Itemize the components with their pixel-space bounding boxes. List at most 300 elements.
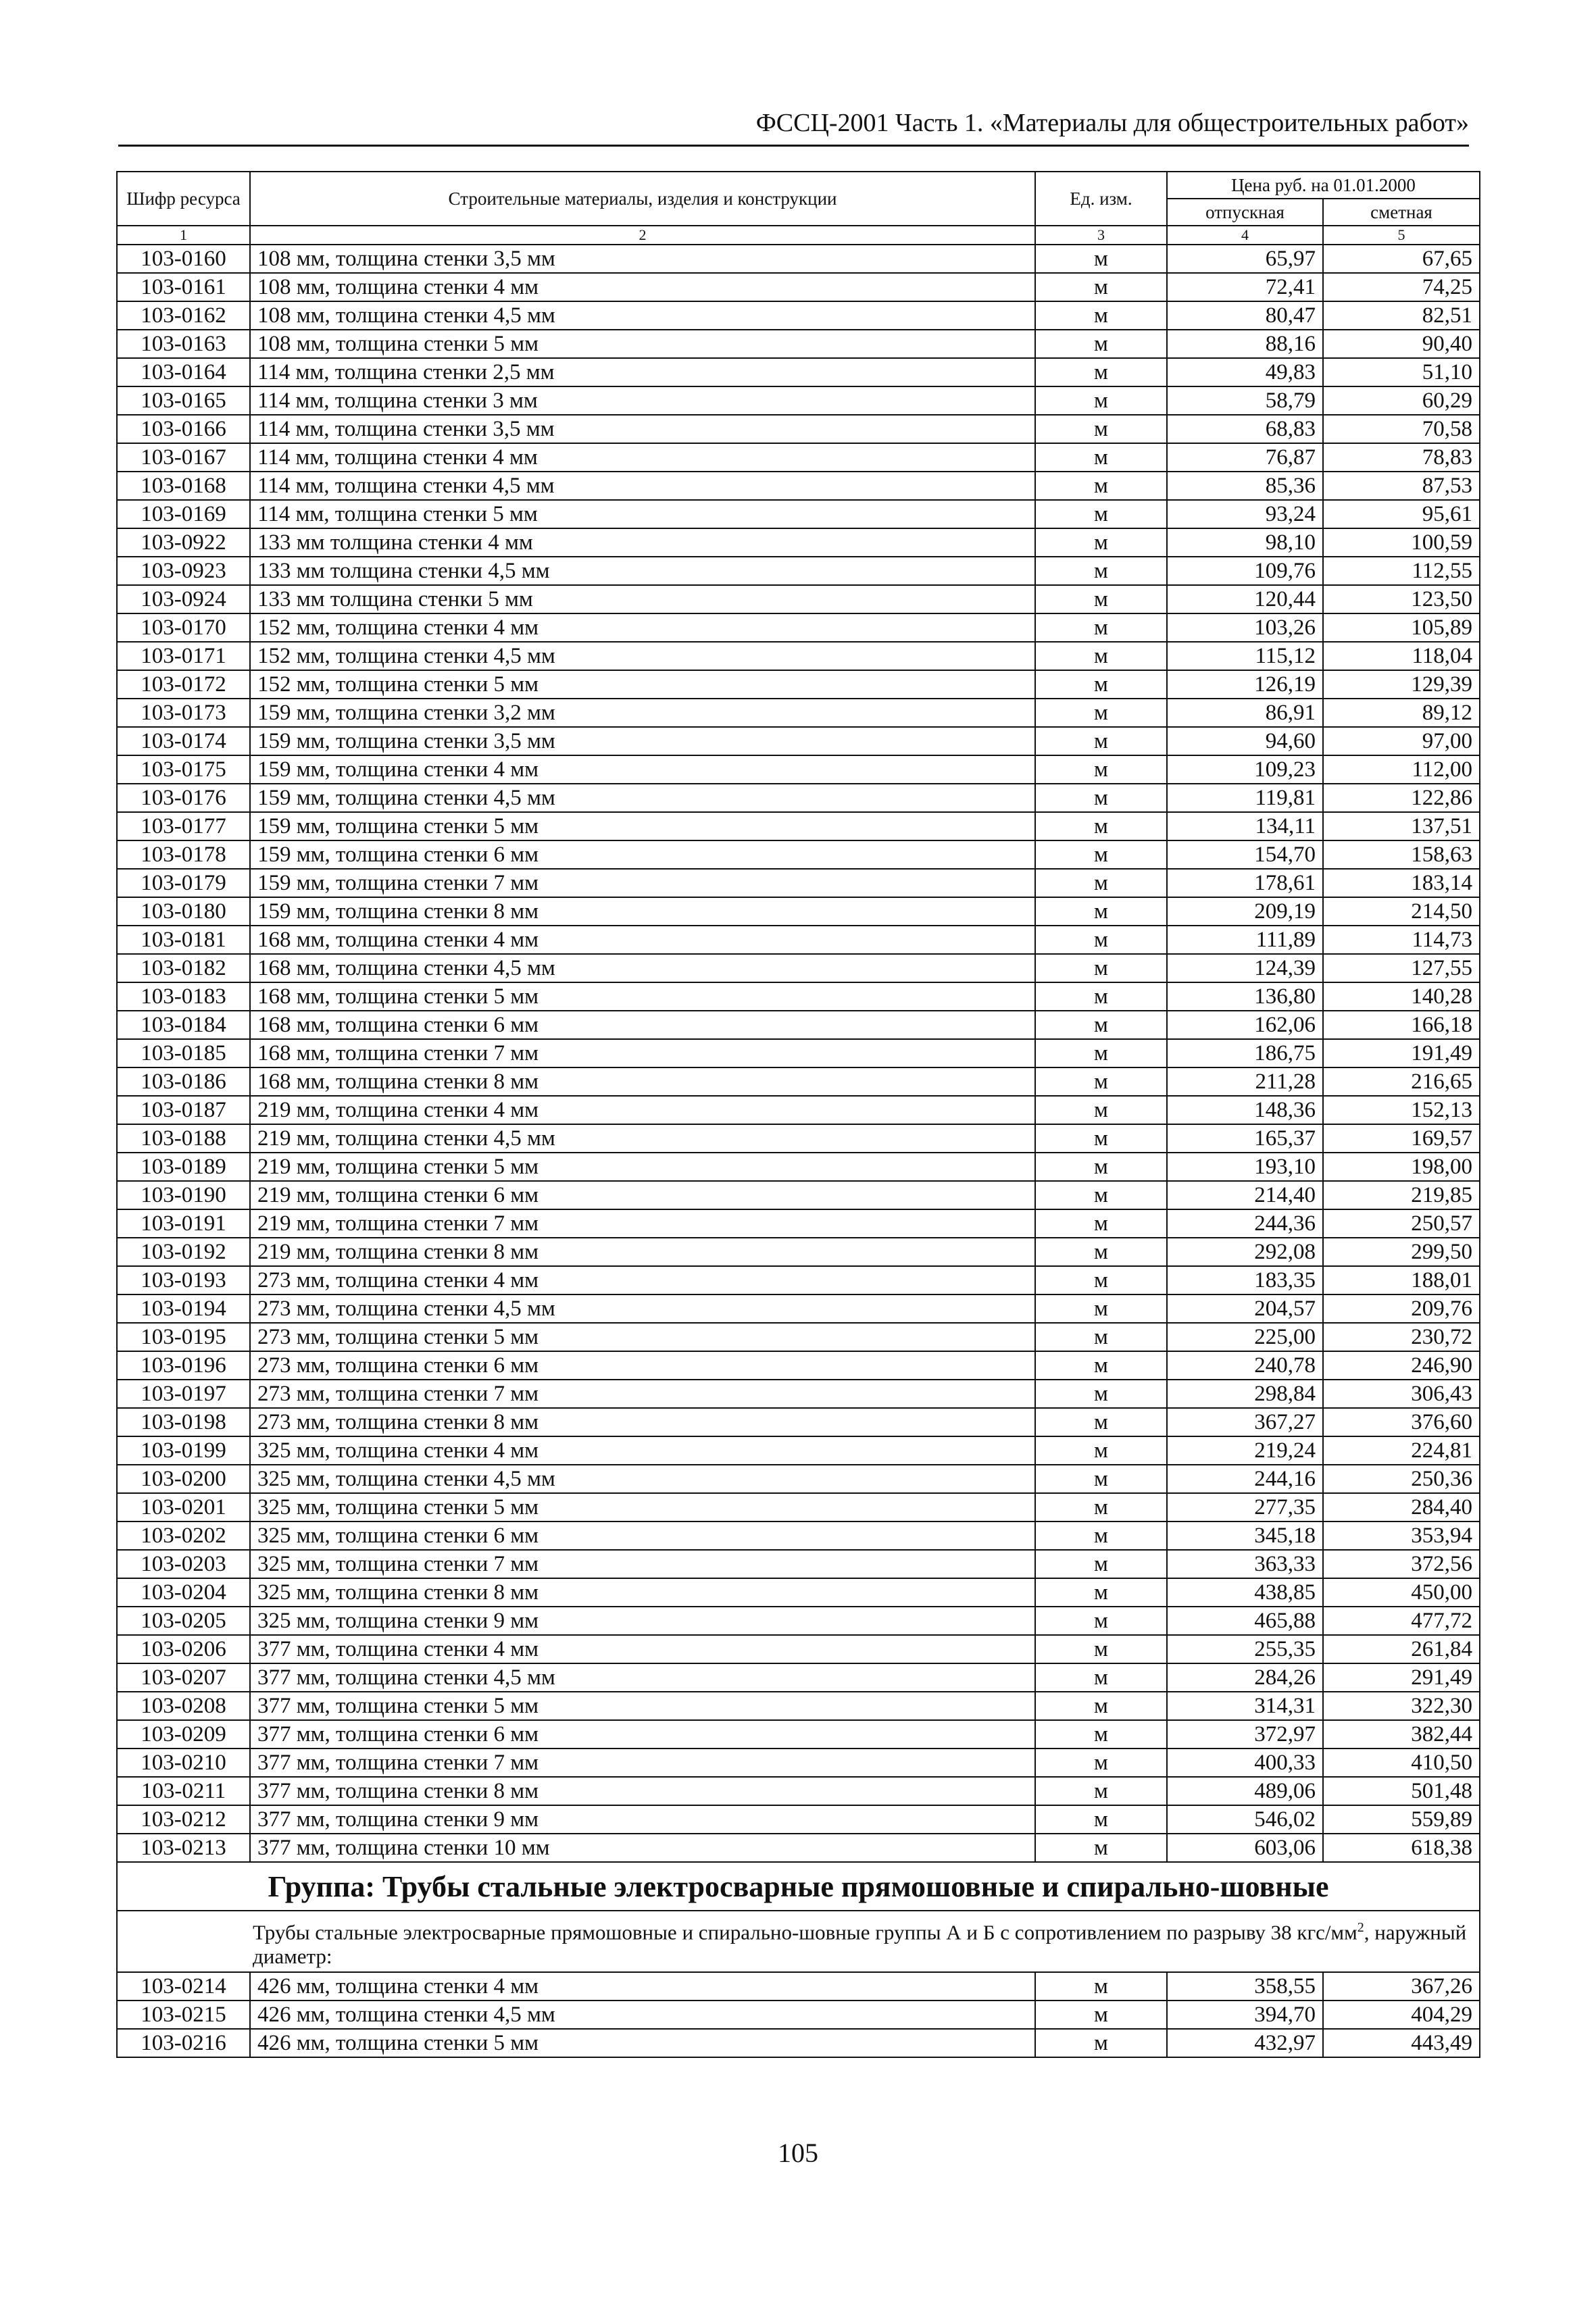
estimate-price-cell: 209,76 bbox=[1323, 1294, 1480, 1323]
release-price-cell: 298,84 bbox=[1167, 1380, 1323, 1408]
unit-cell: м bbox=[1035, 1153, 1167, 1181]
material-name-cell: 114 мм, толщина стенки 3 мм bbox=[250, 386, 1035, 415]
material-name-cell: 325 мм, толщина стенки 9 мм bbox=[250, 1607, 1035, 1635]
estimate-price-cell: 224,81 bbox=[1323, 1436, 1480, 1465]
resource-code-cell: 103-0162 bbox=[117, 301, 250, 330]
release-price-cell: 244,16 bbox=[1167, 1465, 1323, 1493]
unit-cell: м bbox=[1035, 557, 1167, 585]
resource-code-cell: 103-0174 bbox=[117, 727, 250, 755]
material-name-cell: 273 мм, толщина стенки 4 мм bbox=[250, 1266, 1035, 1294]
estimate-price-cell: 82,51 bbox=[1323, 301, 1480, 330]
estimate-price-cell: 100,59 bbox=[1323, 528, 1480, 557]
resource-code-cell: 103-0210 bbox=[117, 1749, 250, 1777]
table-row bbox=[117, 1834, 1480, 1862]
resource-code-cell: 103-0924 bbox=[117, 585, 250, 613]
header-rule bbox=[118, 145, 1469, 147]
material-name-cell: 426 мм, толщина стенки 4 мм bbox=[250, 1972, 1035, 2001]
material-name-cell: 114 мм, толщина стенки 3,5 мм bbox=[250, 415, 1035, 443]
unit-cell: м bbox=[1035, 585, 1167, 613]
release-price-cell: 394,70 bbox=[1167, 2001, 1323, 2029]
material-name-cell: 159 мм, толщина стенки 8 мм bbox=[250, 897, 1035, 926]
unit-cell: м bbox=[1035, 1436, 1167, 1465]
table-row bbox=[117, 1096, 1480, 1124]
material-name-cell: 152 мм, толщина стенки 4 мм bbox=[250, 613, 1035, 642]
material-name-cell: 377 мм, толщина стенки 8 мм bbox=[250, 1777, 1035, 1805]
resource-code-cell: 103-0204 bbox=[117, 1578, 250, 1607]
unit-cell: м bbox=[1035, 1266, 1167, 1294]
material-name-cell: 273 мм, толщина стенки 5 мм bbox=[250, 1323, 1035, 1351]
unit-cell: м bbox=[1035, 1294, 1167, 1323]
release-price-cell: 314,31 bbox=[1167, 1692, 1323, 1720]
column-number: 5 bbox=[1323, 226, 1480, 245]
unit-cell: м bbox=[1035, 358, 1167, 386]
material-name-cell: 219 мм, толщина стенки 4 мм bbox=[250, 1096, 1035, 1124]
table-row bbox=[117, 982, 1480, 1011]
table-row bbox=[117, 1635, 1480, 1663]
group-title: Группа: Трубы стальные электросварные прямошовные и спирально-шовные bbox=[117, 1862, 1480, 1911]
table-row bbox=[117, 1607, 1480, 1635]
material-name-cell: 377 мм, толщина стенки 7 мм bbox=[250, 1749, 1035, 1777]
estimate-price-cell: 219,85 bbox=[1323, 1181, 1480, 1209]
resource-code-cell: 103-0199 bbox=[117, 1436, 250, 1465]
estimate-price-cell: 284,40 bbox=[1323, 1493, 1480, 1521]
estimate-price-cell: 112,55 bbox=[1323, 557, 1480, 585]
release-price-cell: 225,00 bbox=[1167, 1323, 1323, 1351]
resource-code-cell: 103-0191 bbox=[117, 1209, 250, 1238]
table-row bbox=[117, 1181, 1480, 1209]
material-name-cell: 325 мм, толщина стенки 6 мм bbox=[250, 1521, 1035, 1550]
estimate-price-cell: 198,00 bbox=[1323, 1153, 1480, 1181]
material-name-cell: 168 мм, толщина стенки 5 мм bbox=[250, 982, 1035, 1011]
estimate-price-cell: 67,65 bbox=[1323, 245, 1480, 273]
resource-code-cell: 103-0196 bbox=[117, 1351, 250, 1380]
material-name-cell: 168 мм, толщина стенки 8 мм bbox=[250, 1067, 1035, 1096]
release-price-cell: 162,06 bbox=[1167, 1011, 1323, 1039]
table-row bbox=[117, 1238, 1480, 1266]
material-name-cell: 133 мм толщина стенки 4 мм bbox=[250, 528, 1035, 557]
release-price-cell: 68,83 bbox=[1167, 415, 1323, 443]
unit-cell: м bbox=[1035, 670, 1167, 699]
unit-cell: м bbox=[1035, 386, 1167, 415]
release-price-cell: 240,78 bbox=[1167, 1351, 1323, 1380]
release-price-cell: 109,23 bbox=[1167, 755, 1323, 784]
release-price-cell: 88,16 bbox=[1167, 330, 1323, 358]
release-price-cell: 209,19 bbox=[1167, 897, 1323, 926]
material-name-cell: 159 мм, толщина стенки 4,5 мм bbox=[250, 784, 1035, 812]
table-row bbox=[117, 840, 1480, 869]
unit-cell: м bbox=[1035, 1380, 1167, 1408]
unit-cell: м bbox=[1035, 840, 1167, 869]
release-price-cell: 193,10 bbox=[1167, 1153, 1323, 1181]
material-name-cell: 114 мм, толщина стенки 5 мм bbox=[250, 500, 1035, 528]
release-price-cell: 219,24 bbox=[1167, 1436, 1323, 1465]
estimate-price-cell: 112,00 bbox=[1323, 755, 1480, 784]
resource-code-cell: 103-0200 bbox=[117, 1465, 250, 1493]
price-rows bbox=[117, 245, 1480, 1862]
unit-cell: м bbox=[1035, 472, 1167, 500]
estimate-price-cell: 70,58 bbox=[1323, 415, 1480, 443]
release-price-cell: 148,36 bbox=[1167, 1096, 1323, 1124]
material-name-cell: 159 мм, толщина стенки 4 мм bbox=[250, 755, 1035, 784]
resource-code-cell: 103-0180 bbox=[117, 897, 250, 926]
material-name-cell: 219 мм, толщина стенки 4,5 мм bbox=[250, 1124, 1035, 1153]
estimate-price-cell: 261,84 bbox=[1323, 1635, 1480, 1663]
estimate-price-cell: 51,10 bbox=[1323, 358, 1480, 386]
unit-cell: м bbox=[1035, 273, 1167, 301]
table-row bbox=[117, 500, 1480, 528]
release-price-cell: 345,18 bbox=[1167, 1521, 1323, 1550]
estimate-price-cell: 501,48 bbox=[1323, 1777, 1480, 1805]
resource-code-cell: 103-0178 bbox=[117, 840, 250, 869]
column-number: 3 bbox=[1035, 226, 1167, 245]
table-row bbox=[117, 755, 1480, 784]
table-row bbox=[117, 1067, 1480, 1096]
estimate-price-cell: 410,50 bbox=[1323, 1749, 1480, 1777]
unit-cell: м bbox=[1035, 613, 1167, 642]
table-row bbox=[117, 1011, 1480, 1039]
release-price-cell: 178,61 bbox=[1167, 869, 1323, 897]
estimate-price-cell: 250,57 bbox=[1323, 1209, 1480, 1238]
estimate-price-cell: 95,61 bbox=[1323, 500, 1480, 528]
unit-cell: м bbox=[1035, 1777, 1167, 1805]
estimate-price-cell: 306,43 bbox=[1323, 1380, 1480, 1408]
resource-code-cell: 103-0175 bbox=[117, 755, 250, 784]
resource-code-cell: 103-0214 bbox=[117, 1972, 250, 2001]
unit-cell: м bbox=[1035, 642, 1167, 670]
resource-code-cell: 103-0169 bbox=[117, 500, 250, 528]
resource-code-cell: 103-0192 bbox=[117, 1238, 250, 1266]
estimate-price-cell: 382,44 bbox=[1323, 1720, 1480, 1749]
release-price-cell: 603,06 bbox=[1167, 1834, 1323, 1862]
estimate-price-cell: 250,36 bbox=[1323, 1465, 1480, 1493]
resource-code-cell: 103-0195 bbox=[117, 1323, 250, 1351]
resource-code-cell: 103-0201 bbox=[117, 1493, 250, 1521]
price-table bbox=[116, 171, 1480, 2058]
unit-cell: м bbox=[1035, 1550, 1167, 1578]
estimate-price-cell: 299,50 bbox=[1323, 1238, 1480, 1266]
release-price-cell: 183,35 bbox=[1167, 1266, 1323, 1294]
table-row bbox=[117, 472, 1480, 500]
release-price-cell: 124,39 bbox=[1167, 954, 1323, 982]
resource-code-cell: 103-0164 bbox=[117, 358, 250, 386]
estimate-price-cell: 74,25 bbox=[1323, 273, 1480, 301]
table-row bbox=[117, 1550, 1480, 1578]
table-row bbox=[117, 301, 1480, 330]
release-price-cell: 358,55 bbox=[1167, 1972, 1323, 2001]
estimate-price-cell: 216,65 bbox=[1323, 1067, 1480, 1096]
material-name-cell: 168 мм, толщина стенки 4,5 мм bbox=[250, 954, 1035, 982]
unit-cell: м bbox=[1035, 1635, 1167, 1663]
material-name-cell: 426 мм, толщина стенки 5 мм bbox=[250, 2029, 1035, 2057]
table-row bbox=[117, 1039, 1480, 1067]
estimate-price-cell: 353,94 bbox=[1323, 1521, 1480, 1550]
column-header-release-price: отпускная bbox=[1167, 199, 1323, 226]
release-price-cell: 277,35 bbox=[1167, 1493, 1323, 1521]
unit-cell: м bbox=[1035, 1181, 1167, 1209]
material-name-cell: 159 мм, толщина стенки 3,2 мм bbox=[250, 699, 1035, 727]
table-row bbox=[117, 1692, 1480, 1720]
estimate-price-cell: 127,55 bbox=[1323, 954, 1480, 982]
resource-code-cell: 103-0185 bbox=[117, 1039, 250, 1067]
release-price-cell: 438,85 bbox=[1167, 1578, 1323, 1607]
resource-code-cell: 103-0182 bbox=[117, 954, 250, 982]
resource-code-cell: 103-0198 bbox=[117, 1408, 250, 1436]
release-price-cell: 115,12 bbox=[1167, 642, 1323, 670]
material-name-cell: 168 мм, толщина стенки 6 мм bbox=[250, 1011, 1035, 1039]
unit-cell: м bbox=[1035, 2001, 1167, 2029]
table-row bbox=[117, 1972, 1480, 2001]
material-name-cell: 152 мм, толщина стенки 5 мм bbox=[250, 670, 1035, 699]
table-row bbox=[117, 358, 1480, 386]
resource-code-cell: 103-0202 bbox=[117, 1521, 250, 1550]
material-name-cell: 219 мм, толщина стенки 6 мм bbox=[250, 1181, 1035, 1209]
release-price-cell: 136,80 bbox=[1167, 982, 1323, 1011]
unit-cell: м bbox=[1035, 1209, 1167, 1238]
resource-code-cell: 103-0212 bbox=[117, 1805, 250, 1834]
unit-cell: м bbox=[1035, 954, 1167, 982]
material-name-cell: 377 мм, толщина стенки 4 мм bbox=[250, 1635, 1035, 1663]
table-row bbox=[117, 330, 1480, 358]
resource-code-cell: 103-0205 bbox=[117, 1607, 250, 1635]
release-price-cell: 372,97 bbox=[1167, 1720, 1323, 1749]
estimate-price-cell: 105,89 bbox=[1323, 613, 1480, 642]
unit-cell: м bbox=[1035, 1096, 1167, 1124]
unit-cell: м bbox=[1035, 1039, 1167, 1067]
resource-code-cell: 103-0193 bbox=[117, 1266, 250, 1294]
estimate-price-cell: 559,89 bbox=[1323, 1805, 1480, 1834]
unit-cell: м bbox=[1035, 1011, 1167, 1039]
resource-code-cell: 103-0177 bbox=[117, 812, 250, 840]
table-row bbox=[117, 699, 1480, 727]
resource-code-cell: 103-0215 bbox=[117, 2001, 250, 2029]
unit-cell: м bbox=[1035, 869, 1167, 897]
resource-code-cell: 103-0216 bbox=[117, 2029, 250, 2057]
release-price-cell: 255,35 bbox=[1167, 1635, 1323, 1663]
resource-code-cell: 103-0197 bbox=[117, 1380, 250, 1408]
release-price-cell: 126,19 bbox=[1167, 670, 1323, 699]
resource-code-cell: 103-0187 bbox=[117, 1096, 250, 1124]
estimate-price-cell: 122,86 bbox=[1323, 784, 1480, 812]
column-number-row bbox=[117, 226, 1480, 245]
group-note-text: Трубы стальные электросварные прямошовные и спирально-шовные группы А и Б с сопротивлением по разрыву 38 кгс/мм bbox=[253, 1920, 1357, 1944]
material-name-cell: 325 мм, толщина стенки 4 мм bbox=[250, 1436, 1035, 1465]
table-row bbox=[117, 585, 1480, 613]
table-row bbox=[117, 443, 1480, 472]
unit-cell: м bbox=[1035, 1834, 1167, 1862]
material-name-cell: 108 мм, толщина стенки 4 мм bbox=[250, 273, 1035, 301]
resource-code-cell: 103-0194 bbox=[117, 1294, 250, 1323]
table-row bbox=[117, 954, 1480, 982]
release-price-cell: 85,36 bbox=[1167, 472, 1323, 500]
resource-code-cell: 103-0203 bbox=[117, 1550, 250, 1578]
table-row bbox=[117, 1749, 1480, 1777]
material-name-cell: 159 мм, толщина стенки 7 мм bbox=[250, 869, 1035, 897]
table-row bbox=[117, 1578, 1480, 1607]
estimate-price-cell: 246,90 bbox=[1323, 1351, 1480, 1380]
table-row bbox=[117, 869, 1480, 897]
resource-code-cell: 103-0172 bbox=[117, 670, 250, 699]
estimate-price-cell: 123,50 bbox=[1323, 585, 1480, 613]
table-row bbox=[117, 812, 1480, 840]
resource-code-cell: 103-0186 bbox=[117, 1067, 250, 1096]
table-row bbox=[117, 528, 1480, 557]
unit-cell: м bbox=[1035, 1720, 1167, 1749]
resource-code-cell: 103-0923 bbox=[117, 557, 250, 585]
material-name-cell: 133 мм толщина стенки 5 мм bbox=[250, 585, 1035, 613]
unit-cell: м bbox=[1035, 897, 1167, 926]
unit-cell: м bbox=[1035, 1692, 1167, 1720]
release-price-cell: 72,41 bbox=[1167, 273, 1323, 301]
unit-cell: м bbox=[1035, 1578, 1167, 1607]
table-row bbox=[117, 642, 1480, 670]
table-row bbox=[117, 386, 1480, 415]
unit-cell: м bbox=[1035, 1805, 1167, 1834]
table-row bbox=[117, 1436, 1480, 1465]
release-price-cell: 86,91 bbox=[1167, 699, 1323, 727]
table-row bbox=[117, 2029, 1480, 2057]
unit-cell: м bbox=[1035, 301, 1167, 330]
estimate-price-cell: 137,51 bbox=[1323, 812, 1480, 840]
material-name-cell: 159 мм, толщина стенки 6 мм bbox=[250, 840, 1035, 869]
material-name-cell: 108 мм, толщина стенки 5 мм bbox=[250, 330, 1035, 358]
estimate-price-cell: 443,49 bbox=[1323, 2029, 1480, 2057]
table-row bbox=[117, 2001, 1480, 2029]
unit-cell: м bbox=[1035, 1749, 1167, 1777]
resource-code-cell: 103-0165 bbox=[117, 386, 250, 415]
release-price-cell: 111,89 bbox=[1167, 926, 1323, 954]
table-row bbox=[117, 1777, 1480, 1805]
unit-cell: м bbox=[1035, 2029, 1167, 2057]
release-price-cell: 546,02 bbox=[1167, 1805, 1323, 1834]
unit-cell: м bbox=[1035, 1238, 1167, 1266]
table-row bbox=[117, 273, 1480, 301]
unit-cell: м bbox=[1035, 784, 1167, 812]
release-price-cell: 109,76 bbox=[1167, 557, 1323, 585]
group-price-rows bbox=[117, 1972, 1480, 2057]
estimate-price-cell: 97,00 bbox=[1323, 727, 1480, 755]
column-header-price: Цена руб. на 01.01.2000 bbox=[1167, 172, 1480, 199]
estimate-price-cell: 214,50 bbox=[1323, 897, 1480, 926]
resource-code-cell: 103-0208 bbox=[117, 1692, 250, 1720]
material-name-cell: 168 мм, толщина стенки 4 мм bbox=[250, 926, 1035, 954]
material-name-cell: 377 мм, толщина стенки 6 мм bbox=[250, 1720, 1035, 1749]
resource-code-cell: 103-0188 bbox=[117, 1124, 250, 1153]
release-price-cell: 367,27 bbox=[1167, 1408, 1323, 1436]
release-price-cell: 363,33 bbox=[1167, 1550, 1323, 1578]
release-price-cell: 94,60 bbox=[1167, 727, 1323, 755]
table-row bbox=[117, 1805, 1480, 1834]
unit-cell: м bbox=[1035, 1067, 1167, 1096]
estimate-price-cell: 188,01 bbox=[1323, 1266, 1480, 1294]
table-row bbox=[117, 1266, 1480, 1294]
estimate-price-cell: 118,04 bbox=[1323, 642, 1480, 670]
material-name-cell: 273 мм, толщина стенки 6 мм bbox=[250, 1351, 1035, 1380]
estimate-price-cell: 129,39 bbox=[1323, 670, 1480, 699]
release-price-cell: 49,83 bbox=[1167, 358, 1323, 386]
estimate-price-cell: 60,29 bbox=[1323, 386, 1480, 415]
material-name-cell: 159 мм, толщина стенки 5 мм bbox=[250, 812, 1035, 840]
unit-cell: м bbox=[1035, 415, 1167, 443]
material-name-cell: 377 мм, толщина стенки 9 мм bbox=[250, 1805, 1035, 1834]
table-row bbox=[117, 1153, 1480, 1181]
unit-cell: м bbox=[1035, 1408, 1167, 1436]
unit-cell: м bbox=[1035, 1323, 1167, 1351]
release-price-cell: 120,44 bbox=[1167, 585, 1323, 613]
unit-cell: м bbox=[1035, 1351, 1167, 1380]
document-header-title: ФССЦ-2001 Часть 1. «Материалы для общестроительных работ» bbox=[755, 109, 1469, 137]
estimate-price-cell: 191,49 bbox=[1323, 1039, 1480, 1067]
material-name-cell: 325 мм, толщина стенки 4,5 мм bbox=[250, 1465, 1035, 1493]
release-price-cell: 214,40 bbox=[1167, 1181, 1323, 1209]
release-price-cell: 134,11 bbox=[1167, 812, 1323, 840]
release-price-cell: 204,57 bbox=[1167, 1294, 1323, 1323]
table-row bbox=[117, 1124, 1480, 1153]
estimate-price-cell: 404,29 bbox=[1323, 2001, 1480, 2029]
material-name-cell: 325 мм, толщина стенки 7 мм bbox=[250, 1550, 1035, 1578]
unit-cell: м bbox=[1035, 1465, 1167, 1493]
table-row bbox=[117, 926, 1480, 954]
release-price-cell: 165,37 bbox=[1167, 1124, 1323, 1153]
table-row bbox=[117, 1465, 1480, 1493]
unit-cell: м bbox=[1035, 1521, 1167, 1550]
release-price-cell: 465,88 bbox=[1167, 1607, 1323, 1635]
material-name-cell: 377 мм, толщина стенки 5 мм bbox=[250, 1692, 1035, 1720]
release-price-cell: 93,24 bbox=[1167, 500, 1323, 528]
material-name-cell: 219 мм, толщина стенки 7 мм bbox=[250, 1209, 1035, 1238]
unit-cell: м bbox=[1035, 528, 1167, 557]
resource-code-cell: 103-0213 bbox=[117, 1834, 250, 1862]
column-header-estimate-price: сметная bbox=[1323, 199, 1480, 226]
material-name-cell: 273 мм, толщина стенки 7 мм bbox=[250, 1380, 1035, 1408]
material-name-cell: 325 мм, толщина стенки 8 мм bbox=[250, 1578, 1035, 1607]
estimate-price-cell: 291,49 bbox=[1323, 1663, 1480, 1692]
table-row bbox=[117, 557, 1480, 585]
table-row bbox=[117, 613, 1480, 642]
release-price-cell: 489,06 bbox=[1167, 1777, 1323, 1805]
page-number: 105 bbox=[778, 2138, 818, 2168]
resource-code-cell: 103-0167 bbox=[117, 443, 250, 472]
group-note bbox=[117, 1911, 1480, 1972]
material-name-cell: 108 мм, толщина стенки 3,5 мм bbox=[250, 245, 1035, 273]
release-price-cell: 65,97 bbox=[1167, 245, 1323, 273]
resource-code-cell: 103-0176 bbox=[117, 784, 250, 812]
table-row bbox=[117, 1493, 1480, 1521]
material-name-cell: 114 мм, толщина стенки 2,5 мм bbox=[250, 358, 1035, 386]
resource-code-cell: 103-0181 bbox=[117, 926, 250, 954]
unit-cell: м bbox=[1035, 812, 1167, 840]
table-row bbox=[117, 1521, 1480, 1550]
release-price-cell: 432,97 bbox=[1167, 2029, 1323, 2057]
resource-code-cell: 103-0171 bbox=[117, 642, 250, 670]
material-name-cell: 325 мм, толщина стенки 5 мм bbox=[250, 1493, 1035, 1521]
unit-cell: м bbox=[1035, 500, 1167, 528]
unit-cell: м bbox=[1035, 330, 1167, 358]
material-name-cell: 108 мм, толщина стенки 4,5 мм bbox=[250, 301, 1035, 330]
column-header-unit: Ед. изм. bbox=[1035, 172, 1167, 226]
unit-cell: м bbox=[1035, 1663, 1167, 1692]
resource-code-cell: 103-0179 bbox=[117, 869, 250, 897]
release-price-cell: 80,47 bbox=[1167, 301, 1323, 330]
release-price-cell: 119,81 bbox=[1167, 784, 1323, 812]
column-number: 4 bbox=[1167, 226, 1323, 245]
group-note-superscript: 2 bbox=[1357, 1920, 1364, 1935]
estimate-price-cell: 230,72 bbox=[1323, 1323, 1480, 1351]
unit-cell: м bbox=[1035, 245, 1167, 273]
material-name-cell: 159 мм, толщина стенки 3,5 мм bbox=[250, 727, 1035, 755]
release-price-cell: 76,87 bbox=[1167, 443, 1323, 472]
unit-cell: м bbox=[1035, 755, 1167, 784]
resource-code-cell: 103-0206 bbox=[117, 1635, 250, 1663]
